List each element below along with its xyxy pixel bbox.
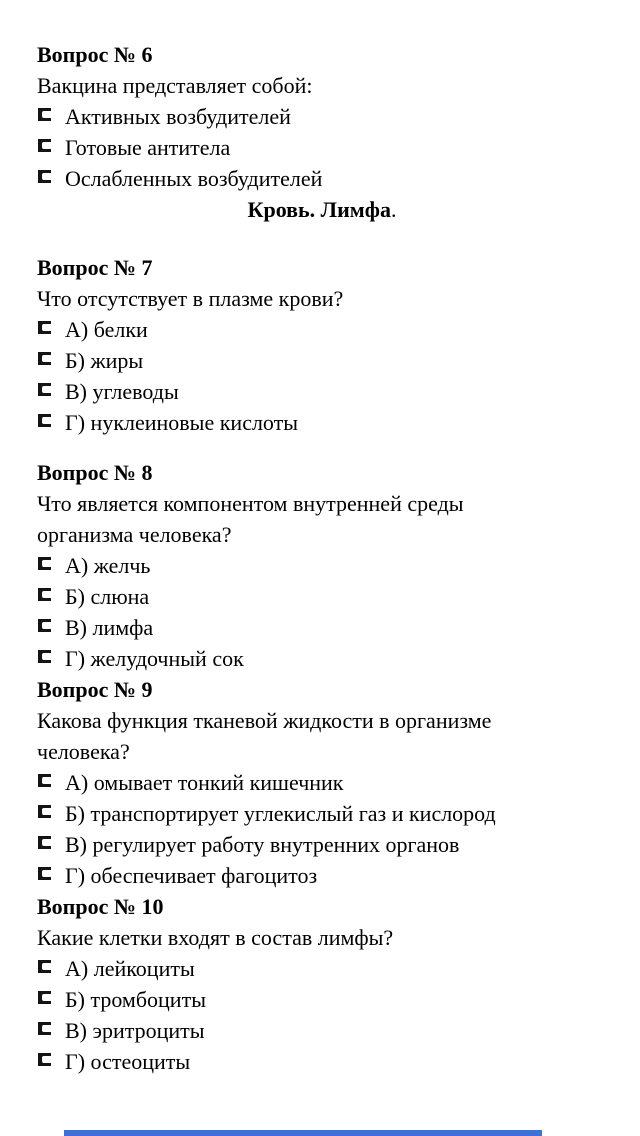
checkbox-icon[interactable]	[38, 170, 51, 183]
question-8-text-line-1: Что является компонентом внутренней среды	[37, 491, 464, 516]
question-9-option-3[interactable]	[37, 829, 582, 860]
question-9-text-line-2: человека?	[37, 739, 130, 764]
question-7-option-4[interactable]	[37, 407, 582, 438]
question-8-heading: Вопрос № 8	[37, 460, 153, 485]
question-9-option-2[interactable]	[37, 798, 582, 829]
checkbox-icon[interactable]	[38, 774, 51, 787]
question-8-text-line-2: организма человека?	[37, 522, 232, 547]
question-6-option-3[interactable]	[37, 163, 582, 194]
bottom-accent-bar	[64, 1130, 542, 1136]
checkbox-icon[interactable]	[38, 588, 51, 601]
question-10-option-2[interactable]	[37, 984, 582, 1015]
question-9-section	[37, 674, 582, 891]
checkbox-icon[interactable]	[38, 991, 51, 1004]
question-7-option-2[interactable]	[37, 345, 582, 376]
question-8-section	[37, 457, 582, 674]
checkbox-icon[interactable]	[38, 805, 51, 818]
option-label: Ослабленных возбудителей	[65, 166, 323, 191]
option-label: В) лимфа	[65, 615, 154, 640]
checkbox-icon[interactable]	[38, 108, 51, 121]
option-label: А) омывает тонкий кишечник	[65, 770, 344, 795]
checkbox-icon[interactable]	[38, 960, 51, 973]
question-6-section	[37, 39, 582, 225]
question-10-option-3[interactable]	[37, 1015, 582, 1046]
checkbox-icon[interactable]	[38, 352, 51, 365]
option-label: Б) слюна	[65, 584, 150, 609]
option-label: Активных возбудителей	[65, 104, 291, 129]
option-label: Г) нуклеиновые кислоты	[65, 410, 299, 435]
question-10-option-1[interactable]	[37, 953, 582, 984]
option-label: В) эритроциты	[65, 1018, 205, 1043]
option-label: Б) жиры	[65, 348, 144, 373]
checkbox-icon[interactable]	[38, 557, 51, 570]
checkbox-icon[interactable]	[38, 1053, 51, 1066]
option-label: А) белки	[65, 317, 148, 342]
section-title	[37, 194, 607, 225]
checkbox-icon[interactable]	[38, 619, 51, 632]
checkbox-icon[interactable]	[38, 414, 51, 427]
checkbox-icon[interactable]	[38, 650, 51, 663]
option-label: Г) обеспечивает фагоцитоз	[65, 863, 318, 888]
question-6-option-1[interactable]	[37, 101, 582, 132]
question-7-option-1[interactable]	[37, 314, 582, 345]
question-6-text: Вакцина представляет собой:	[37, 73, 313, 98]
question-6-heading: Вопрос № 6	[37, 42, 153, 67]
question-10-section	[37, 891, 582, 1077]
option-label: В) углеводы	[65, 379, 179, 404]
checkbox-icon[interactable]	[38, 321, 51, 334]
question-6-option-2[interactable]	[37, 132, 582, 163]
question-9-heading: Вопрос № 9	[37, 677, 153, 702]
question-10-text: Какие клетки входят в состав лимфы?	[37, 925, 394, 950]
option-label: Г) желудочный сок	[65, 646, 244, 671]
question-7-section	[37, 252, 582, 438]
option-label: Готовые антитела	[65, 135, 231, 160]
question-8-option-1[interactable]	[37, 550, 582, 581]
question-9-option-1[interactable]	[37, 767, 582, 798]
option-label: В) регулирует работу внутренних органов	[65, 832, 460, 857]
question-9-option-4[interactable]	[37, 860, 582, 891]
checkbox-icon[interactable]	[38, 383, 51, 396]
question-10-heading: Вопрос № 10	[37, 894, 164, 919]
option-label: А) лейкоциты	[65, 956, 195, 981]
question-8-option-4[interactable]	[37, 643, 582, 674]
option-label: Б) транспортирует углекислый газ и кислород	[65, 801, 496, 826]
section-title-period: .	[390, 197, 397, 222]
option-label: А) желчь	[65, 553, 151, 578]
question-7-heading: Вопрос № 7	[37, 255, 153, 280]
checkbox-icon[interactable]	[38, 139, 51, 152]
question-10-option-4[interactable]	[37, 1046, 582, 1077]
option-label: Б) тромбоциты	[65, 987, 206, 1012]
question-9-text-line-1: Какова функция тканевой жидкости в организме	[37, 708, 492, 733]
option-label: Г) остеоциты	[65, 1049, 191, 1074]
checkbox-icon[interactable]	[38, 1022, 51, 1035]
question-7-text: Что отсутствует в плазме крови?	[37, 286, 344, 311]
checkbox-icon[interactable]	[38, 836, 51, 849]
checkbox-icon[interactable]	[38, 867, 51, 880]
question-8-option-3[interactable]	[37, 612, 582, 643]
question-7-option-3[interactable]	[37, 376, 582, 407]
question-8-option-2[interactable]	[37, 581, 582, 612]
section-title-text: Кровь. Лимфа	[247, 197, 391, 222]
